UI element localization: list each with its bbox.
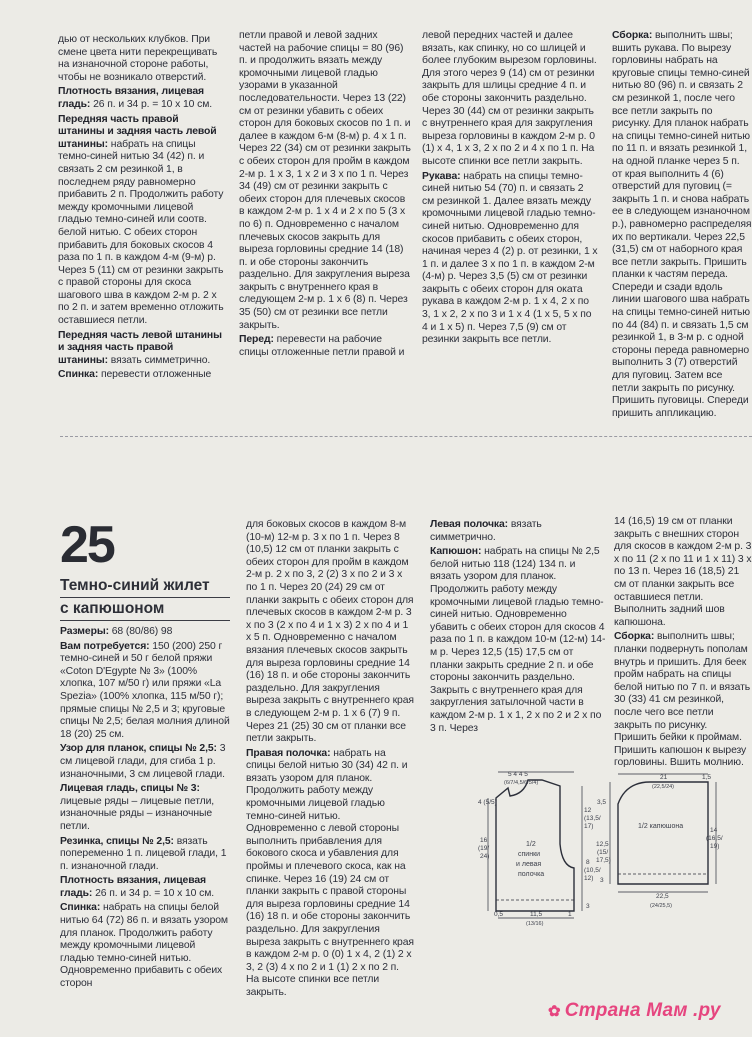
paragraph-body: набрать на спицы белой нитью 30 (34) 42 п. и вязать узором для планок. Продолжить работу между кромочными лицевой гладью темно-синей нитью. Одновременно с левой стороны выполнить прибавления для бокового скоса и убавления для проймы и плечевого скоса, как на спинке. Через 16 (19) 24 см от планки закрыть с правой стороны для выреза горловины средние 14 (16) 18 п. и обе стороны закончить раздельно. Для закругления выреза закрыть с внутреннего края в каждом 2-м р. 0 (0) 1 х 4, 2 (1) 2 х 3, 2 (3) 4 х по 2 и 1 (1) 2 х по 2 п. На высоте спинки все петли закрыть.: [246, 747, 414, 998]
hood-outline: [618, 782, 708, 884]
hood-bottom-dim-sub: (24/25,5): [650, 903, 673, 909]
text-paragraph: [58, 114, 224, 328]
paragraph-heading: Узор для планок, спицы № 2,5:: [60, 743, 217, 755]
paragraph-body: набрать на спицы № 2,5 белой нитью 118 (124) 134 п. и вязать узором для планок. Продолжить работу между кромочными лицевой гладью темно-синей нитью. Одновременно убавить с обеих сторон для скосов 4 раза по 1 п. в каждом 10-м (12-м) 14-м р. Через 12,5 (15) 17,5 см от планки закрыть средние 2 п. и обе стороны закончить раздельно. Закрыть с внутреннего края для закругления затылочной части в каждом 2-м р. 1 х 1, 2 х по 2 и 2 х по 3 п. Через: [430, 546, 606, 734]
article-column-2: [246, 519, 414, 998]
vest-right-top-1: 12: [584, 807, 592, 814]
paragraph-body: 150 (200) 250 г темно-синей и 50 г белой пряжи «Coton D'Egypte № 3» (100% хлопка, 107 м/50 г) или пряжи «La Spezia» (100% хлопка, 115 м/50 г); прямые спицы № 2,5 и 3; круговые спицы № 2,5; белая молния длиной 18 (20) 25 см.: [60, 640, 230, 740]
hood-pattern-diagram: [596, 768, 726, 928]
paragraph-heading: Передняя часть правой штанины и задняя часть левой штанины:: [58, 113, 217, 150]
vest-label-2: спинки: [518, 851, 541, 858]
text-paragraph: [60, 783, 230, 833]
paragraph-heading: Вам потребуется:: [60, 640, 150, 652]
hood-right-mid-2: (16,5/: [706, 835, 723, 842]
logo-icon: ✿: [548, 1003, 561, 1020]
text-paragraph: [246, 748, 414, 1000]
paragraph-heading: Левая полочка:: [430, 519, 509, 530]
paragraph-body: набрать на спицы темно-синей нитью 54 (70) п. и связать 2 см резинкой 1. Далее вязать между кромочными лицевой гладью темно-синей нитью. Одновременно для скосов прибавить с обеих сторон, начиная через 4 (2) р. от резинки, 1 х 1 п. и далее 3 х по 1 п. в каждом 2-м (4-м) р. Через 3,5 (5) см от резинки закрыть с обеих сторон для оката рукава в каждом 2-м р. 1 х 4, 2 х по 3, 1 х 2, 2 х по 3 и 1 х 4 (1 х 5, 5 х по 4 и 1 х 5) п. Через 7,5 (9) см от резинки закрыть все петли.: [422, 170, 598, 346]
article-column-3: [430, 519, 606, 751]
hood-left-top: 3,5: [597, 799, 607, 806]
paragraph-body: дью от нескольких клубков. При смене цвета нити перекрещивать на изнаночной стороне работы, чтобы не возникало отверстий.: [58, 34, 218, 83]
paragraph-body: петли правой и левой задних частей на рабочие спицы = 80 (96) п. и продолжить вязать между кромочными лицевой гладью узорами в указанной последовательности. Через 13 (22) см от резинки убавить с обеих сторон для боковых скосов по 1 п. и далее в каждом 6-м (8-м) р. 4 х 1 п. Через 22 (34) см от резинки закрыть с обеих сторон для пройм в каждом 2-м р. 1 х 3, 1 х 2 и 3 х по 1 п. Через 34 (49) см от резинки закрыть с обеих сторон для плечевых скосов в каждом 2-м р. 1 х 4 и 2 х по 5 (3 х по 6) п. Одновременно с началом плечевых скосов закрыть для выреза горловины средние 14 (18) п. и обе стороны закончить раздельно. Для закругления выреза закрыть с внутреннего края в следующем 2-м р. 1 х 6 (8) п. Через 35 (50) см от резинки все петли закрыть.: [239, 30, 411, 331]
paragraph-body: набрать на спицы белой нитью 64 (72) 86 п. и вязать узором для планок. Продолжить работу между кромочными лицевой гладью темно-синей нитью. Одновременно прибавить с обеих сторон: [60, 902, 228, 990]
article-number: 25: [60, 516, 114, 574]
vest-right-mid-2: (10,5/: [584, 867, 601, 874]
hood-right-mid-3: 19): [710, 843, 720, 850]
hood-diagram-svg: [596, 768, 726, 928]
paragraph-body: лицевые ряды – лицевые петли, изнаночные ряды – изнаночные петли.: [60, 795, 215, 832]
paragraph-body: для боковых скосов в каждом 8-м (10-м) 12-м р. 3 х по 1 п. Через 8 (10,5) 12 см от планки закрыть с обеих сторон для пройм в каждом 2-м р. 2 х по 3, 2 (2) 3 х по 2 и 3 х по 1 п. Через 20 (24) 29 см от планки закрыть с обеих сторон для плечевых скосов в каждом 2-м р. 3 х по 3 (2 х по 4 и 1 х 3) 2 х по 4 и 1 х 5 п. Одновременно с началом вязания плечевых скосов закрыть для выреза горловины средние 14 (16) 18 п. и обе стороны закончить раздельно. Для закругления выреза закрыть с внутреннего края в следующем 2-м р. 1 х 6 (7) 9 п. Через 21 (25) 30 см от планки все петли закрыть.: [246, 519, 414, 745]
paragraph-heading: Размеры:: [60, 626, 109, 637]
hood-left-mid-3: 17,5): [596, 857, 611, 864]
top-column-1: [58, 34, 224, 381]
article-column-4: [614, 516, 752, 769]
paragraph-body: вязать симметрично.: [430, 519, 542, 543]
hood-bottom-dim: 22,5: [656, 893, 669, 900]
article-column-1: [60, 626, 230, 990]
text-paragraph: [422, 171, 598, 347]
vest-bottom-mid-sub: (13/16): [526, 921, 544, 927]
text-paragraph: [246, 519, 414, 746]
paragraph-heading: Плотность вязания, лицевая гладь:: [60, 875, 207, 899]
vest-right-top-2: (13,5/: [584, 815, 601, 822]
vest-label-1: 1/2: [526, 841, 536, 848]
vest-right-mid-1: 8: [586, 859, 590, 866]
vest-label-3: и левая: [516, 861, 542, 868]
paragraph-heading: Рукава:: [422, 170, 461, 182]
paragraph-heading: Спинка:: [58, 369, 99, 381]
text-paragraph: [239, 334, 412, 359]
text-paragraph: [614, 631, 752, 770]
vest-label-4: полочка: [518, 871, 545, 878]
paragraph-body: выполнить швы; планки подвернуть пополам внутрь и пришить. Для беек пройм набрать на спицы белой нитью по 7 п. и вязать 30 (33) 41 см резинкой, после чего все петли закрыть по рисунку. Пришить бейки к проймам. Пришить капюшон к вырезу горловины. Вшить молнию.: [614, 631, 751, 769]
text-paragraph: [60, 875, 230, 900]
vest-left-top: 4 (5/5): [478, 799, 497, 806]
hood-top-right: 1,5: [702, 774, 712, 781]
vest-top-dims-sub: (6/7/4,5/6/5/4): [504, 780, 539, 786]
text-paragraph: [60, 902, 230, 990]
vest-top-dims: 5 4 4 5: [508, 771, 528, 778]
paragraph-heading: Сборка:: [614, 631, 655, 643]
text-paragraph: [58, 330, 224, 368]
hood-left-mid-1: 12,5: [596, 841, 609, 848]
vest-right-top-3: 17): [584, 823, 594, 830]
vest-right-bottom: 3: [586, 903, 590, 910]
article-title: [60, 575, 230, 621]
paragraph-heading: Резинка, спицы № 2,5:: [60, 835, 174, 847]
text-paragraph: [614, 516, 752, 629]
hood-top-dim-sub: (22,5/24): [652, 784, 675, 790]
paragraph-body: перевести на рабочие спицы отложенные петли правой и: [239, 334, 405, 358]
top-column-3: [422, 30, 598, 364]
paragraph-body: выполнить швы; вшить рукава. По вырезу горловины набрать на круговые спицы темно-синей нитью 80 (96) п. и связать 2 см резинкой 1, после чего все петли закрыть по рисунку. Для планок набрать на спицы темно-синей нитью по 11 п. и вязать резинкой 1, на одной планке через 5 п. от края выполнить 4 (6) отверстий для пуговиц (= закрыть 1 п. и снова набрать ее в следующем изнаночном р.), равномерно распределяя их по вертикали. Через 22,5 (31,5) см от наборного края все петли закрыть. Пришить планки к частям переда. Спереди и сзади вдоль линии шагового шва набрать на спицы темно-синей нитью по 44 (84) п. и связать 1,5 см резинкой 1, в 3-м р. с одной стороны переда равномерно выполнить 3 (7) отверстий для пуговиц. Затем все петли закрыть по рисунку. Пришить пуговицы. Спереди пришить аппликацию.: [612, 30, 752, 419]
vest-bottom-mid: 11,5: [530, 911, 543, 918]
paragraph-body: 26 п. и 34 р. = 10 х 10 см.: [90, 98, 213, 110]
paragraph-body: перевести отложенные: [98, 369, 212, 381]
vest-left-mid-3: 24): [480, 853, 490, 860]
paragraph-heading: Спинка:: [60, 902, 101, 914]
paragraph-heading: Сборка:: [612, 30, 653, 41]
top-column-4: [612, 30, 752, 419]
paragraph-body: левой передних частей и далее вязать, как спинку, но со шлицей и более глубоким вырезом горловины. Для этого через 9 (14) см от резинки закрыть для шлицы средние 4 п. и обе стороны закончить раздельно. Через 30 (44) см от резинки закрыть с внутреннего края для закругления выреза горловины в каждом 2-м р. 0 (1) х 4, 1 х 3, 2 х по 2 и 4 х по 1 п. На высоте спинки все петли закрыть.: [422, 30, 597, 167]
paragraph-body: набрать на спицы темно-синей нитью 34 (42) п. и связать 2 см резинкой 1, в последнем ряду равномерно прибавить 2 п. Продолжить работу между кромочными лицевой гладью темно-синей или соотв. белой нитью. С обеих сторон прибавить для боковых скосов 4 раза по 1 п. в каждом 4-м (9-м) р. Через 5 (11) см от резинки закрыть с правой стороны для скоса шагового шва в каждом 2-м р. 2 х по 2 п. и затем временно отложить оставшиеся петли.: [58, 138, 224, 327]
text-paragraph: [422, 30, 598, 169]
watermark-text: Страна Мам .ру: [564, 1000, 721, 1021]
paragraph-body: 68 (80/86) 98: [108, 626, 173, 637]
vest-right-mid-3: 12): [584, 875, 594, 882]
section-divider: [60, 436, 752, 437]
hood-left-bottom: 3: [600, 877, 604, 884]
text-paragraph: [60, 836, 230, 874]
hood-left-mid-2: (15/: [597, 849, 609, 856]
text-paragraph: [430, 546, 606, 735]
text-paragraph: [612, 30, 752, 420]
hood-label: 1/2 капюшона: [638, 823, 684, 830]
paragraph-body: 14 (16,5) 19 см от планки закрыть с внешних сторон для скосов в каждом 2-м р. 3 х по 11 (2 х по 11 и 1 х 11) 3 х по 13 п. Через 16 (18,5) 21 см от планки закрыть все оставшиеся петли. Выполнить задний шов капюшона.: [614, 516, 752, 628]
text-paragraph: [430, 519, 606, 544]
vest-left-mid-1: 16: [480, 837, 488, 844]
text-paragraph: [58, 86, 224, 111]
paragraph-heading: Плотность вязания, лицевая гладь:: [58, 86, 205, 110]
top-column-2: [239, 30, 412, 364]
hood-right-mid-1: 14: [710, 827, 718, 834]
text-paragraph: [60, 626, 230, 639]
text-paragraph: [58, 34, 224, 84]
watermark-logo: [548, 1000, 721, 1022]
text-paragraph: [239, 30, 412, 332]
vest-pattern-diagram: [478, 768, 608, 928]
vest-left-mid-2: (19/: [478, 845, 490, 852]
paragraph-body: 26 п. и 34 р. = 10 х 10 см.: [92, 887, 215, 899]
hood-top-dim: 21: [660, 774, 668, 781]
article-title-line-2: с капюшоном: [60, 598, 230, 621]
paragraph-body: 3 см лицевой глади, для сгиба 1 р. изнаночными, 3 см лицевой глади.: [60, 743, 226, 780]
paragraph-heading: Лицевая гладь, спицы № 3:: [60, 783, 200, 795]
text-paragraph: [58, 369, 224, 382]
paragraph-body: вязать попеременно 1 п. лицевой глади, 1 п. изнаночной глади.: [60, 835, 227, 872]
paragraph-heading: Передняя часть левой штанины и задняя часть правой штанины:: [58, 329, 222, 366]
paragraph-heading: Капюшон:: [430, 546, 482, 558]
text-paragraph: [60, 641, 230, 742]
paragraph-heading: Правая полочка:: [246, 747, 331, 759]
vest-bottom-left: 0,5: [494, 911, 504, 918]
article-title-line-1: Темно-синий жилет: [60, 575, 230, 598]
text-paragraph: [60, 743, 230, 781]
vest-bottom-right: 1: [568, 911, 572, 918]
paragraph-heading: Перед:: [239, 334, 274, 346]
paragraph-body: вязать симметрично.: [108, 354, 211, 366]
vest-diagram-svg: [478, 768, 608, 928]
